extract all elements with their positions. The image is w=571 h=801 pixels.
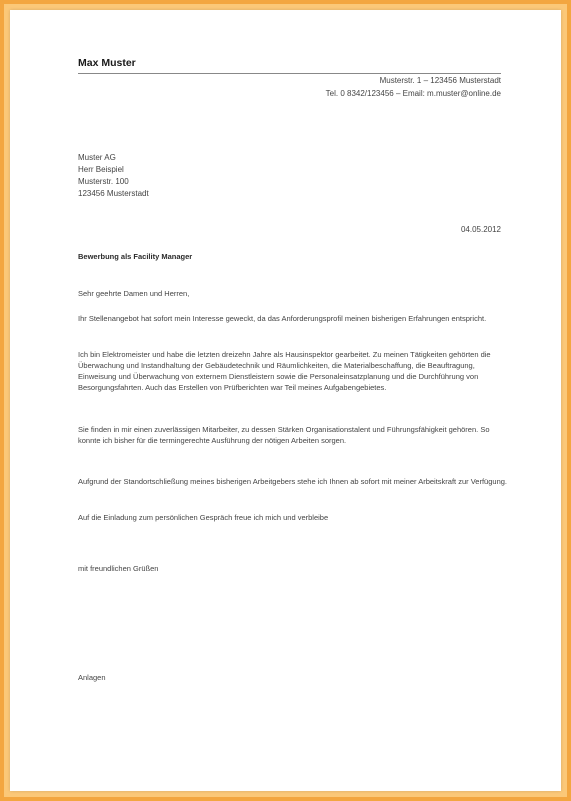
closing-phrase: mit freundlichen Grüßen [78, 564, 159, 573]
recipient-contact-person: Herr Beispiel [78, 165, 124, 174]
letter-page [10, 10, 561, 791]
sender-address: Musterstr. 1 – 123456 Musterstadt [379, 76, 501, 85]
letter-date: 04.05.2012 [460, 225, 501, 234]
body-paragraph: Aufgrund der Standortschließung meines bisherigen Arbeitgebers stehe ich Ihnen ab sofort mit meiner Arbeitskraft zur Verfügung. [78, 477, 507, 486]
body-paragraph: Ich bin Elektromeister und habe die letzten dreizehn Jahre als Hausinspektor gearbeitet. Zu meinen Tätigkeiten gehörten die Überwachung und Instandhaltung der Gebäudetechnik und Räumlichkeiten, die Materialbeschaffung, die Beauftragung, Einweisung und Überwachung von externem Dienstleistern sowie die Personaleinsatzplanung und die Durchführung von Besorgungsfahrten. Auch das Erstellen von Prüfberichten war Teil meines Aufgabengebietes. [78, 350, 491, 392]
recipient-city: 123456 Musterstadt [78, 189, 149, 198]
sender-name: Max Muster [78, 57, 136, 69]
attachments-label: Anlagen [78, 673, 106, 682]
recipient-block [78, 152, 149, 200]
sender-contact: Tel. 0 8342/123456 – Email: m.muster@online.de [325, 88, 501, 98]
recipient-company: Muster AG [78, 153, 116, 162]
sender-block [326, 75, 501, 100]
recipient-street: Musterstr. 100 [78, 177, 129, 186]
body-paragraph: Auf die Einladung zum persönlichen Gespräch freue ich mich und verbleibe [78, 513, 329, 522]
body-paragraph: Sie finden in mir einen zuverlässigen Mitarbeiter, zu dessen Stärken Organisationstalent und Führungsfähigkeit gehören. So konnte ich bisher für die termingerechte Ausführung der nötigen Arbeiten sorgen. [78, 425, 490, 445]
salutation: Sehr geehrte Damen und Herren, [78, 289, 190, 298]
body-paragraph: Ihr Stellenangebot hat sofort mein Interesse geweckt, da das Anforderungsprofil meinen bisherigen Erfahrungen entspricht. [78, 314, 487, 323]
header-divider [78, 73, 501, 74]
letter-subject: Bewerbung als Facility Manager [78, 252, 193, 261]
